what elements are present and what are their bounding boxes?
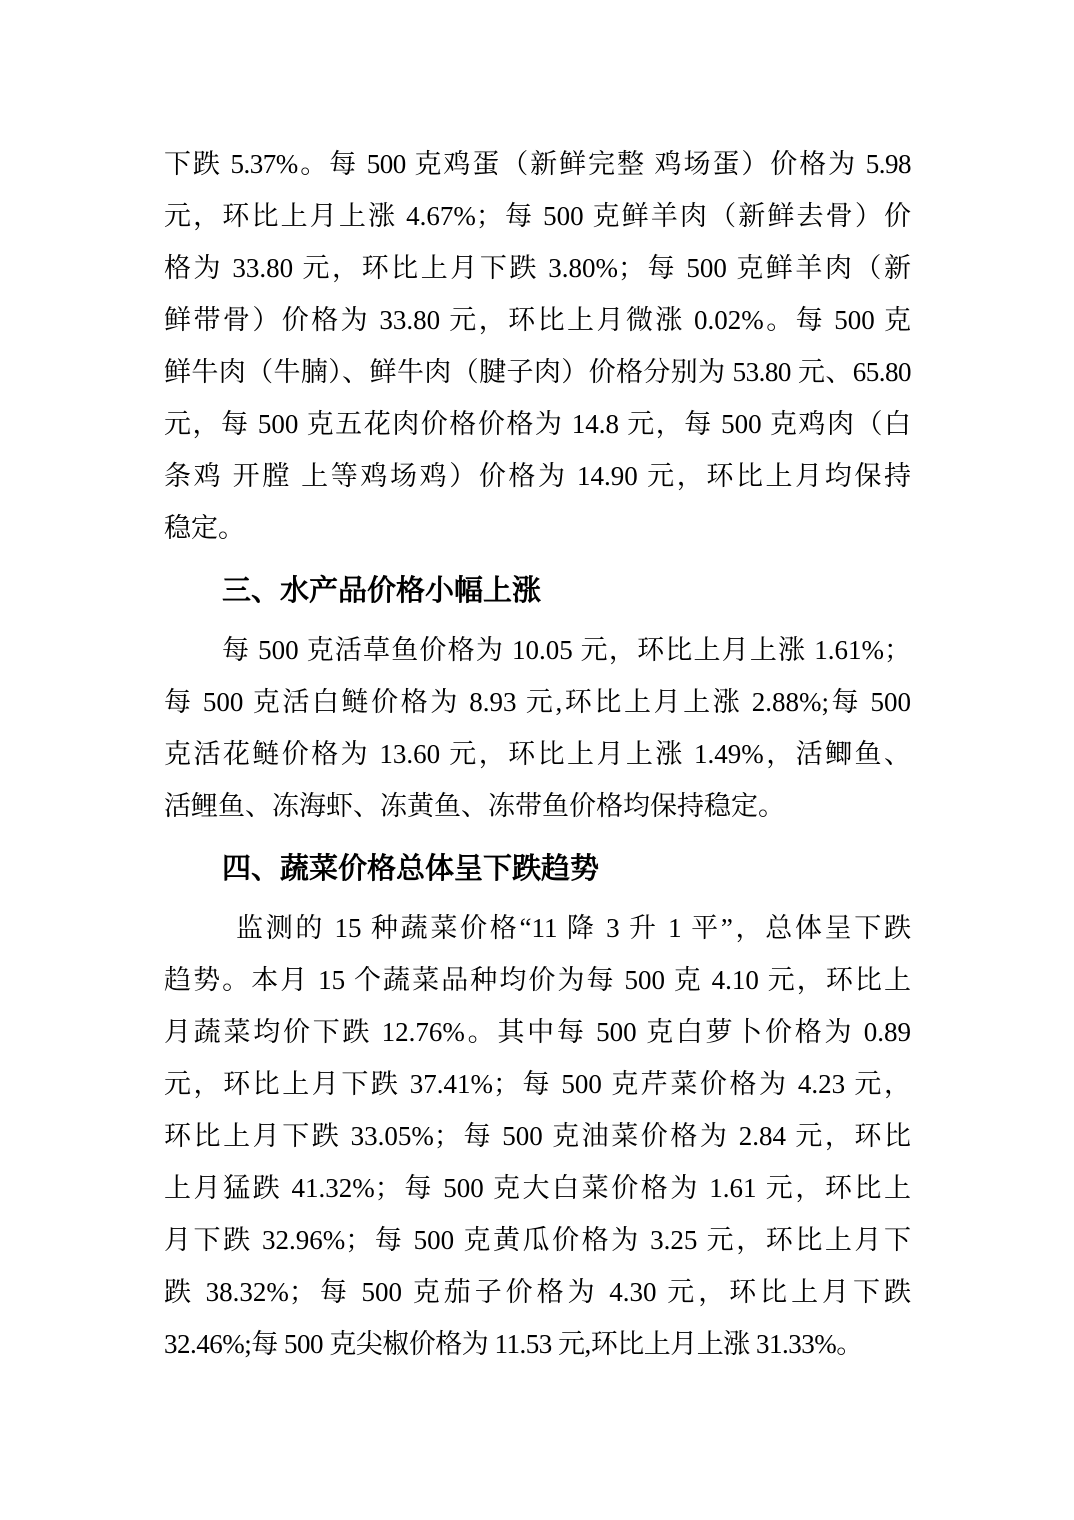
- body-line: 稳定。: [164, 513, 245, 543]
- body-line: 鲜带骨）价格为 33.80 元，环比上月微涨 0.02%。每 500 克: [164, 305, 911, 335]
- body-line: 环比上月下跌 33.05%；每 500 克油菜价格为 2.84 元，环比: [164, 1121, 911, 1151]
- body-line: 元，环比上月上涨 4.67%；每 500 克鲜羊肉（新鲜去骨）价: [164, 201, 911, 231]
- body-line: 上月猛跌 41.32%；每 500 克大白菜价格为 1.61 元，环比上: [164, 1173, 911, 1203]
- section-3-heading: 三、水产品价格小幅上涨: [222, 575, 542, 607]
- body-line: 鲜牛肉（牛腩）、鲜牛肉（腱子肉）价格分别为 53.80 元、65.80: [164, 357, 911, 387]
- body-line: 克活花鲢价格为 13.60 元，环比上月上涨 1.49%，活鲫鱼、: [164, 739, 911, 769]
- body-line: 月蔬菜均价下跌 12.76%。其中每 500 克白萝卜价格为 0.89: [164, 1017, 911, 1047]
- body-line: 跌 38.32%；每 500 克茄子价格为 4.30 元，环比上月下跌: [164, 1277, 911, 1307]
- body-line: 活鲤鱼、冻海虾、冻黄鱼、冻带鱼价格均保持稳定。: [164, 791, 785, 821]
- text-block: [164, 138, 911, 1370]
- body-line: 每 500 克活草鱼价格为 10.05 元，环比上月上涨 1.61%；: [222, 635, 911, 665]
- section-4-heading: 四、蔬菜价格总体呈下跌趋势: [222, 853, 600, 885]
- body-line: 元，每 500 克五花肉价格价格为 14.8 元，每 500 克鸡肉（白: [164, 409, 911, 439]
- body-line: 格为 33.80 元，环比上月下跌 3.80%；每 500 克鲜羊肉（新: [164, 253, 911, 283]
- body-line: 下跌 5.37%。每 500 克鸡蛋（新鲜完整 鸡场蛋）价格为 5.98: [164, 149, 911, 179]
- body-line: 条鸡 开膛 上等鸡场鸡）价格为 14.90 元，环比上月均保持: [164, 461, 911, 491]
- body-line: 月下跌 32.96%；每 500 克黄瓜价格为 3.25 元，环比上月下: [164, 1225, 911, 1255]
- body-line: 32.46%;每 500 克尖椒价格为 11.53 元,环比上月上涨 31.33%。: [164, 1329, 863, 1359]
- body-line: 监测的 15 种蔬菜价格“11 降 3 升 1 平”，总体呈下跌: [236, 913, 911, 943]
- body-line: 每 500 克活白鲢价格为 8.93 元,环比上月上涨 2.88%;每 500: [164, 687, 911, 717]
- body-line: 元，环比上月下跌 37.41%；每 500 克芹菜价格为 4.23 元，: [164, 1069, 911, 1099]
- body-line: 趋势。本月 15 个蔬菜品种均价为每 500 克 4.10 元，环比上: [164, 965, 911, 995]
